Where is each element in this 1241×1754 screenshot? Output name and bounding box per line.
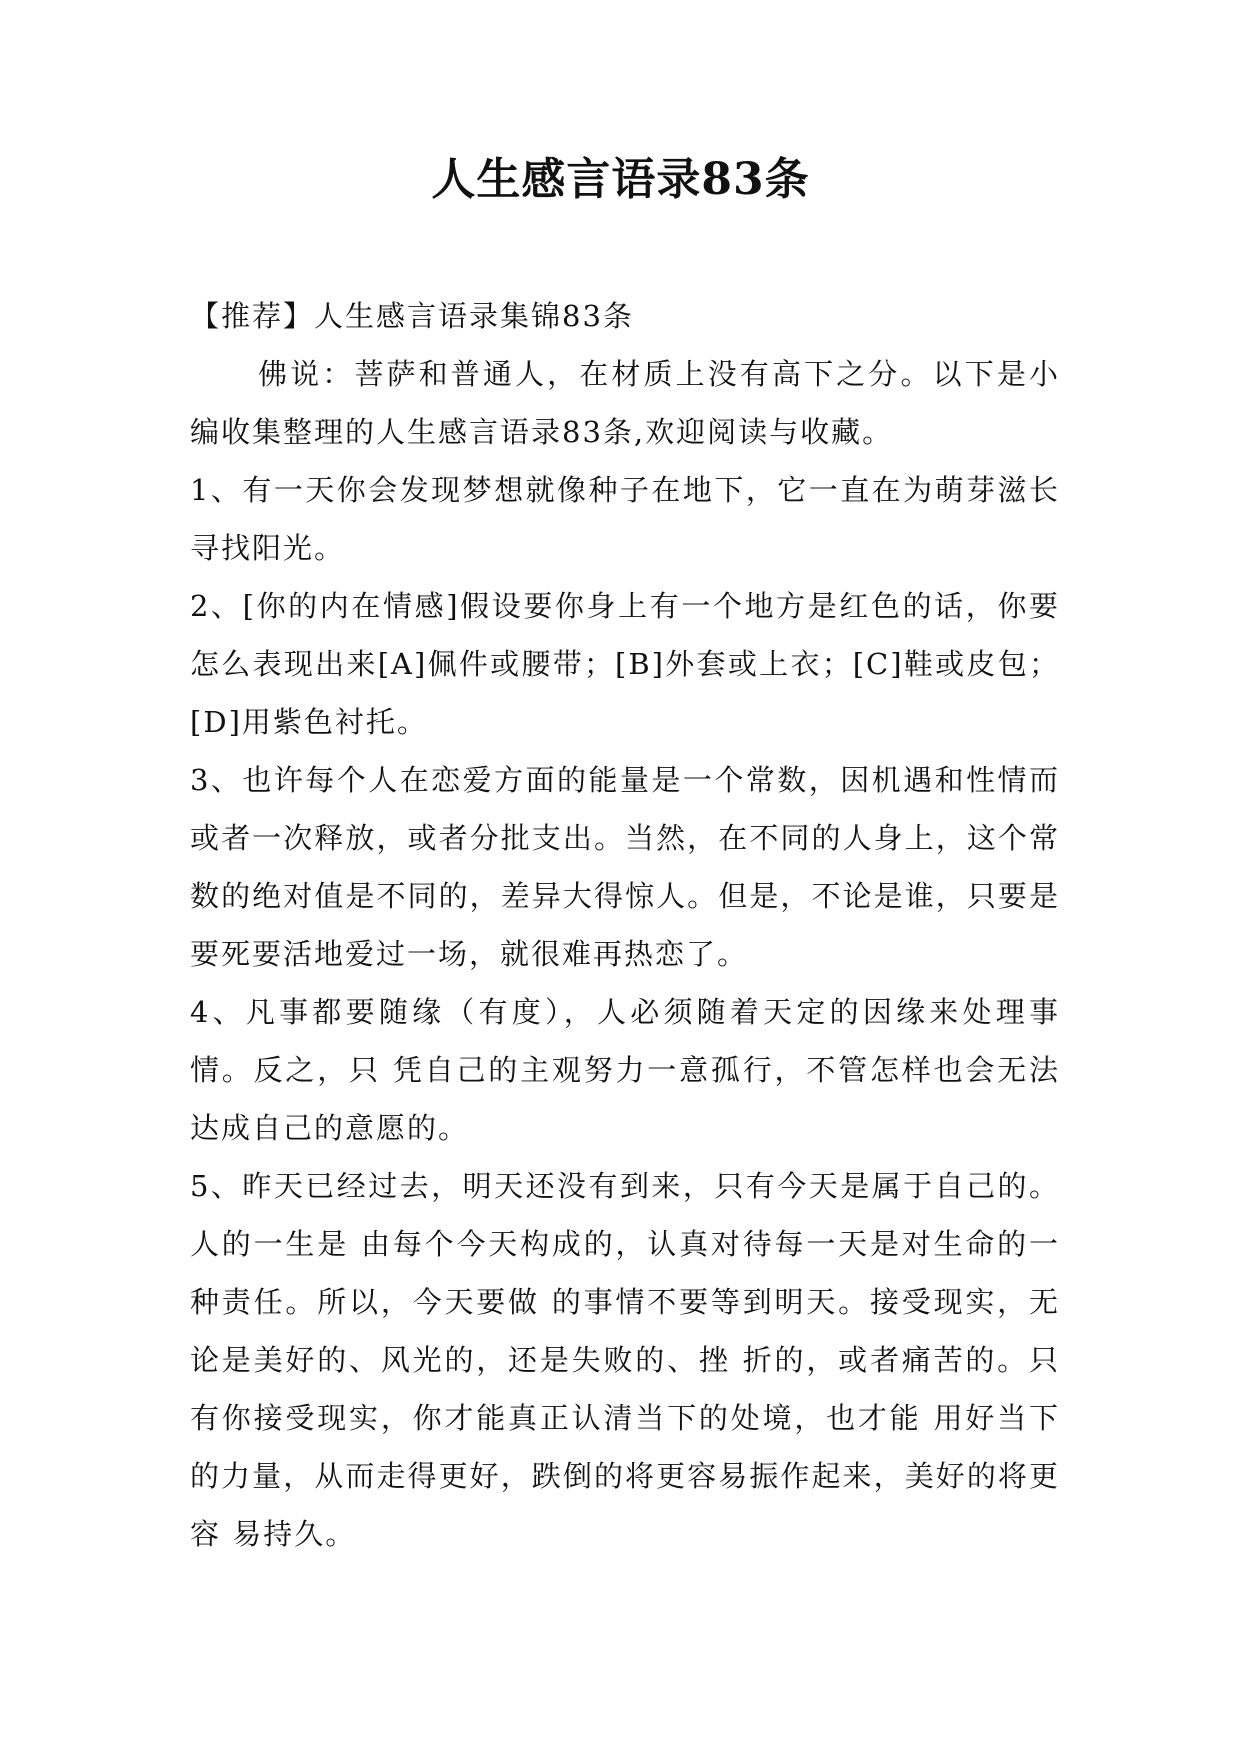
paragraph-recommend: 【推荐】人生感言语录集锦83条 [190, 299, 634, 333]
paragraph-item-1: 1、有一天你会发现梦想就像种子在地下，它一直在为萌芽滋长寻找阳光。 [190, 473, 1060, 565]
paragraph-item-4: 4、凡事都要随缘（有度），人必须随着天定的因缘来处理事情。反之，只 凭自己的主观努力一意孤行，不管怎样也会无法达成自己的意愿的。 [190, 995, 1060, 1145]
paragraph-item-5: 5、昨天已经过去，明天还没有到来，只有今天是属于自己的。人的一生是 由每个今天构成的，认真对待每一天是对生命的一种责任。所以，今天要做 的事情不要等到明天。接受现实，无论是美好的、风光的，还是失败的、挫 折的，或者痛苦的。只有你接受现实，你才能真正认清当下的处境，也才能 用好当下的力量，从而走得更好，跌倒的将更容易振作起来，美好的将更容 易持久。 [190, 1169, 1060, 1551]
paragraph-item-3: 3、也许每个人在恋爱方面的能量是一个常数，因机遇和性情而或者一次释放，或者分批支出。当然，在不同的人身上，这个常数的绝对值是不同的，差异大得惊人。但是，不论是谁，只要是要死要活地爱过一场，就很难再热恋了。 [190, 763, 1060, 971]
document-body [190, 287, 1060, 1563]
paragraph-item-2: 2、[你的内在情感]假设要你身上有一个地方是红色的话，你要怎么表现出来[A]佩件或腰带；[B]外套或上衣；[C]鞋或皮包； [D]用紫色衬托。 [190, 589, 1060, 739]
page-title: 人生感言语录83条 [431, 154, 810, 205]
paragraph-intro: 佛说：菩萨和普通人，在材质上没有高下之分。以下是小编收集整理的人生感言语录83条,欢迎阅读与收藏。 [190, 357, 1060, 449]
